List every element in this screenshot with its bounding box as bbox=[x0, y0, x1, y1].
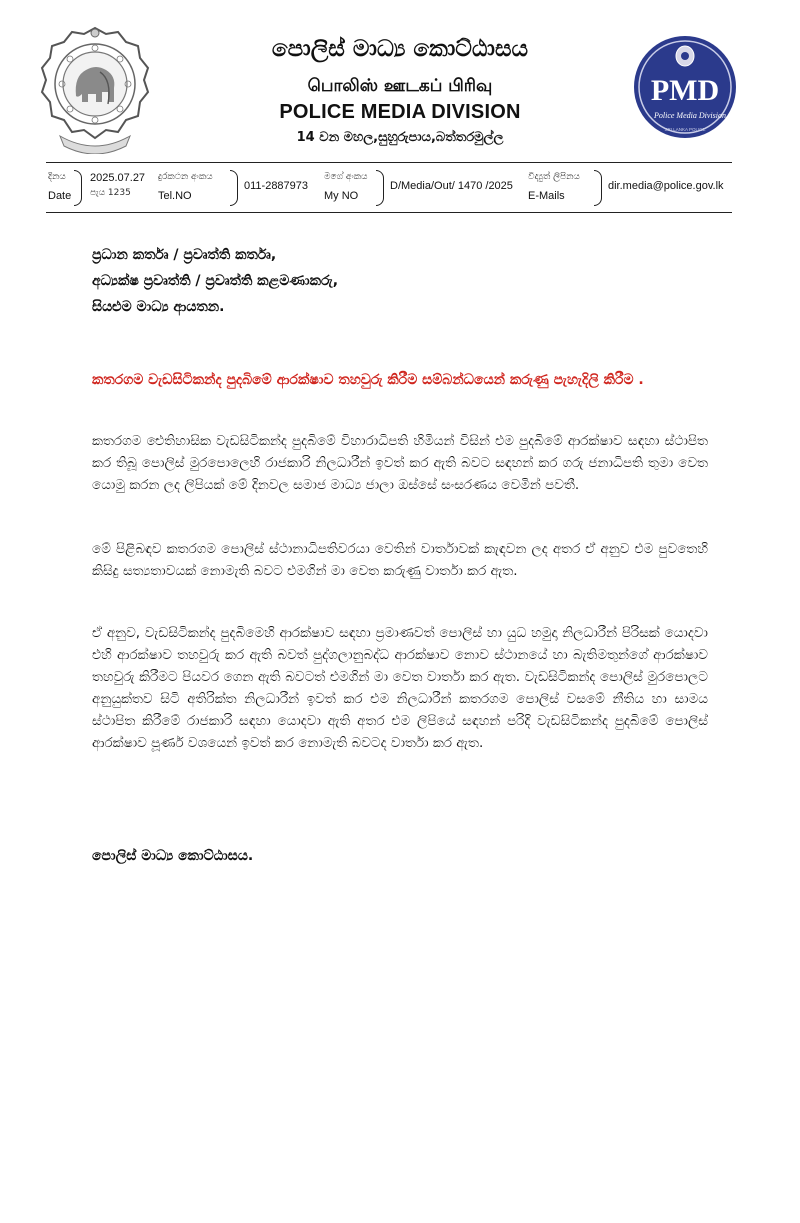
reference-row bbox=[46, 168, 736, 208]
email-value: dir.media@police.gov.lk bbox=[608, 180, 724, 192]
email-label-si: විද්‍යුත් ලිපිනය bbox=[528, 172, 580, 182]
recipients-block bbox=[92, 242, 732, 320]
time-value: පැය 1235 bbox=[90, 188, 131, 198]
my-no-value: D/Media/Out/ 1470 /2025 bbox=[390, 180, 513, 192]
date-value: 2025.07.27 bbox=[90, 172, 146, 184]
tel-label-en: Tel.NO bbox=[158, 190, 192, 202]
recipient-line: සියළුම මාධ්‍ය ආයතන. bbox=[92, 299, 225, 315]
my-no-label-si: මගේ අංකය bbox=[324, 172, 368, 182]
recipient-line: ප්‍රධාන කර්තෘ / ප්‍රවෘත්ති කර්තෘ, bbox=[92, 247, 277, 263]
brace bbox=[376, 170, 384, 206]
letterhead bbox=[0, 0, 800, 160]
body-paragraph: මේ පිළිබඳව කතරගම පොලිස් ස්ථානාධිපතිවරයා වෙතින් වාර්තාවක් කැඳවන ලද අතර ඒ අනුව එම පුවතෙහි කිසිදු සත්‍යතාවයක් නොමැති බවට එමගින් මා වෙත කරුණු වාර්තා කර ඇත. bbox=[92, 541, 708, 579]
title-tamil: பொலிஸ் ஊடகப் பிரிவு bbox=[307, 76, 493, 96]
recipient-line: අධ්‍යක්ෂ ප්‍රවෘත්ති / ප්‍රවෘත්ති කළමණාකරු, bbox=[92, 273, 339, 289]
body-paragraph: කතරගම ඓතිහාසික වැඩසිටිකන්ද පුදබිමේ විහාරාධිපති හිමියන් විසින් එම පුදබිමේ ආරක්ෂාව සඳහා ස්ථාපිත කර තිබූ පොලිස් මුරපොලෙහි රාජකාරි නිලධාරීන් ඉවත් කර ඇති බවට සඳහන් කර ගරු ජනාධිපති තුමා වෙත යොමු කරන ලද ලිපියක් මේ දිනවල සමාජ මාධ්‍ය ජාලා ඔස්සේ සංසරණය වෙමින් පවතී. bbox=[92, 433, 708, 493]
tel-value: 011-2887973 bbox=[244, 180, 309, 192]
meta-divider-bottom bbox=[46, 212, 732, 213]
tel-cell bbox=[158, 168, 338, 208]
tel-label-si: දුරකථන අංකය bbox=[158, 172, 213, 182]
date-label-si: දිනය bbox=[48, 172, 66, 182]
title-sinhala: පොලිස් මාධ්‍ය කොට්ඨාසය bbox=[271, 36, 529, 62]
title-english: POLICE MEDIA DIVISION bbox=[279, 101, 521, 123]
my-no-label-en: My NO bbox=[324, 190, 359, 202]
pmd-logo-subtext: Police Media Division bbox=[654, 111, 726, 120]
brace bbox=[74, 170, 82, 206]
pmd-logo-icon bbox=[632, 34, 738, 140]
brace bbox=[230, 170, 238, 206]
date-label-en: Date bbox=[48, 190, 72, 202]
pmd-logo-text: PMD bbox=[650, 74, 720, 107]
date-cell bbox=[46, 168, 146, 208]
email-cell bbox=[528, 168, 738, 208]
subject-heading: කතරගම වැඩසිටිකන්ද පුදබිමේ ආරක්ෂාව තහවුරු කිරීම සම්බන්ධයෙන් කරුණු පැහැදිලි කිරීම . bbox=[92, 372, 644, 388]
pmd-logo-bottom-text: SRI LANKA POLICE bbox=[664, 127, 706, 132]
signature: පොලිස් මාධ්‍ය කොට්ඨාසය. bbox=[92, 848, 254, 864]
address: 14 වන මහල,සුහුරුපාය,බත්තරමුල්ල bbox=[296, 130, 504, 145]
email-label-en: E-Mails bbox=[528, 190, 565, 202]
police-emblem-icon bbox=[40, 24, 150, 154]
brace bbox=[594, 170, 602, 206]
body-paragraph: ඒ අනුව, වැඩසිටිකන්ද පුදබිමෙහි ආරක්ෂාව සඳහා ප්‍රමාණවත් පොලිස් හා යුධ හමුදා නිලධාරීන් පිරිසක් යොදවා එහි ආරක්ෂාව තහවුරු කර ඇති බවත් පුද්ගලානුබද්ධ ආරක්ෂාව නොව ස්ථානයේ හා බැතිමතුන්ගේ ආරක්ෂාව තහවුරු කිරීමට පියවර ගෙන ඇති බවටත් එමගින් මා වෙත වාර්තා කර ඇත. වැඩසිටිකන්ද පොලිස් මුරපොලට අනුයුක්තව සිටි අතිරික්ත නිලධාරීන් ඉවත් කර එම නිලධාරීන් කතරගම පොලිස් වසමේ නීතිය හා සාමය ස්ථාපිත කිරීමේ රාජකාරි සඳහා යොදවා ඇති අතර එම ලිපියේ සඳහන් පරිදි වැඩසිටිකන්ද පුදබිමේ පොලිස් ආරක්ෂාව පූර්ණ වශයෙන් ඉවත් කර නොමැති බවටද වාර්තා කර ඇත. bbox=[92, 625, 708, 751]
meta-divider-top bbox=[46, 162, 732, 163]
